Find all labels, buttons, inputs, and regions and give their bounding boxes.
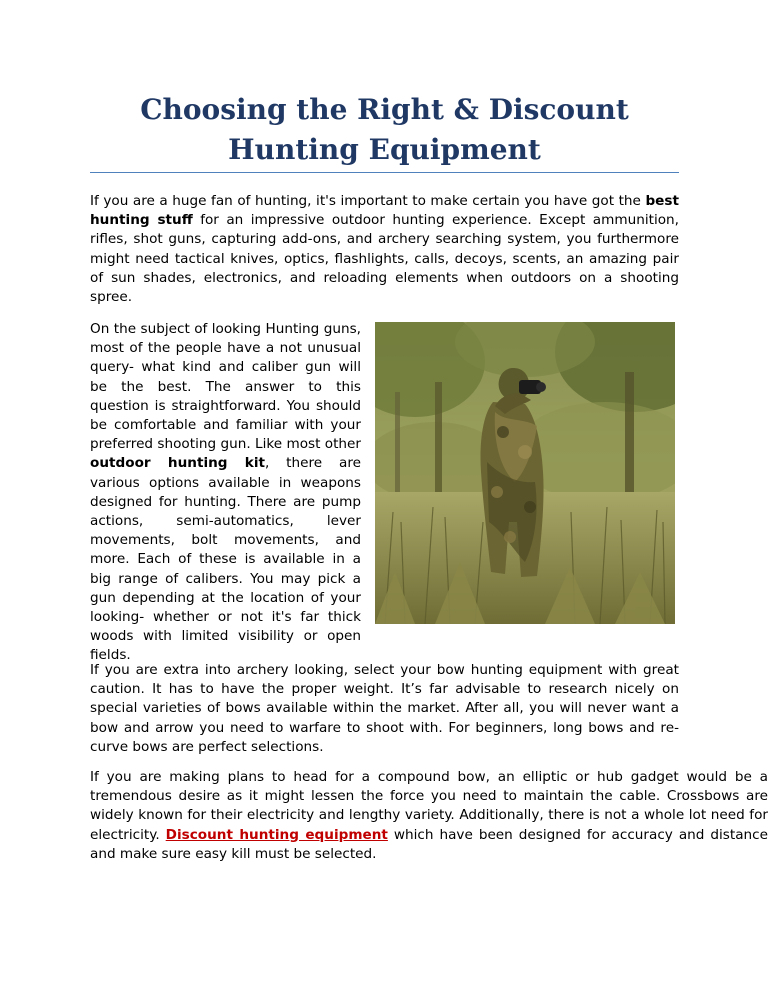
paragraph-intro: [90, 192, 679, 307]
title-underline-divider: [90, 172, 679, 173]
paragraph-archery: If you are extra into archery looking, select your bow hunting equipment with great caution. It has to have the proper weight. It’s far advisable to research nicely on special varieties of bows available within the market. After all, you will never want a bow and arrow you need to warfare to shoot with. For beginners, long bows and re-curve bows are perfect selections.: [90, 662, 679, 755]
discount-hunting-equipment-link[interactable]: Discount hunting equipment: [165, 826, 388, 843]
paragraph-intro-text-1: If you are a huge fan of hunting, it's important to make certain you have got the: [90, 193, 646, 209]
paragraph-intro-text-2: for an impressive outdoor hunting experience. Except ammunition, rifles, shot guns, capturing add-ons, and archery searching system, you furthermore might need tactical knives, optics, flashlights, calls, decoys, scents, an amazing pair of sun shades, electronics, and reloading elements when outdoors on a shooting spree.: [90, 212, 679, 306]
outdoor-hunting-kit-bold: outdoor hunting kit: [90, 455, 265, 472]
paragraph-guns-section: [90, 320, 679, 666]
best-hunting-stuff-bold: best hunting stuff: [90, 193, 679, 229]
paragraph-guns-text-1: On the subject of looking Hunting guns, most of the people have a not unusual query- what kind and caliber gun will be the best. The answer to this question is straightforward. You should be comfortable and familiar with your preferred shooting gun. Like most other: [90, 321, 361, 453]
paragraph-compound-bow: [90, 768, 768, 864]
paragraph-compound-bow-text-2: which have been designed for accuracy and distance and make sure easy kill must be selected.: [90, 826, 768, 862]
paragraph-guns-text-2: , there are various options available in weapons designed for hunting. There are pump actions, semi-automatics, lever movements, bolt movements, and more. Each of these is available in a big range of calibers. You may pick a gun depending at the location of your looking- whether or not it's far thick woods with limited visibility or open fields.: [90, 455, 361, 664]
paragraph-compound-bow-text-1: If you are making plans to head for a compound bow, an elliptic or hub gadget would be a tremendous desire as it might lessen the force you need to maintain the cable. Crossbows are widely known for their electricity and lengthy variety. Additionally, there is not a whole lot need for electricity.: [90, 769, 768, 843]
camouflaged-hunter-photo: [375, 322, 675, 624]
page-title: Choosing the Right & Discount Hunting Equipment: [140, 93, 629, 166]
